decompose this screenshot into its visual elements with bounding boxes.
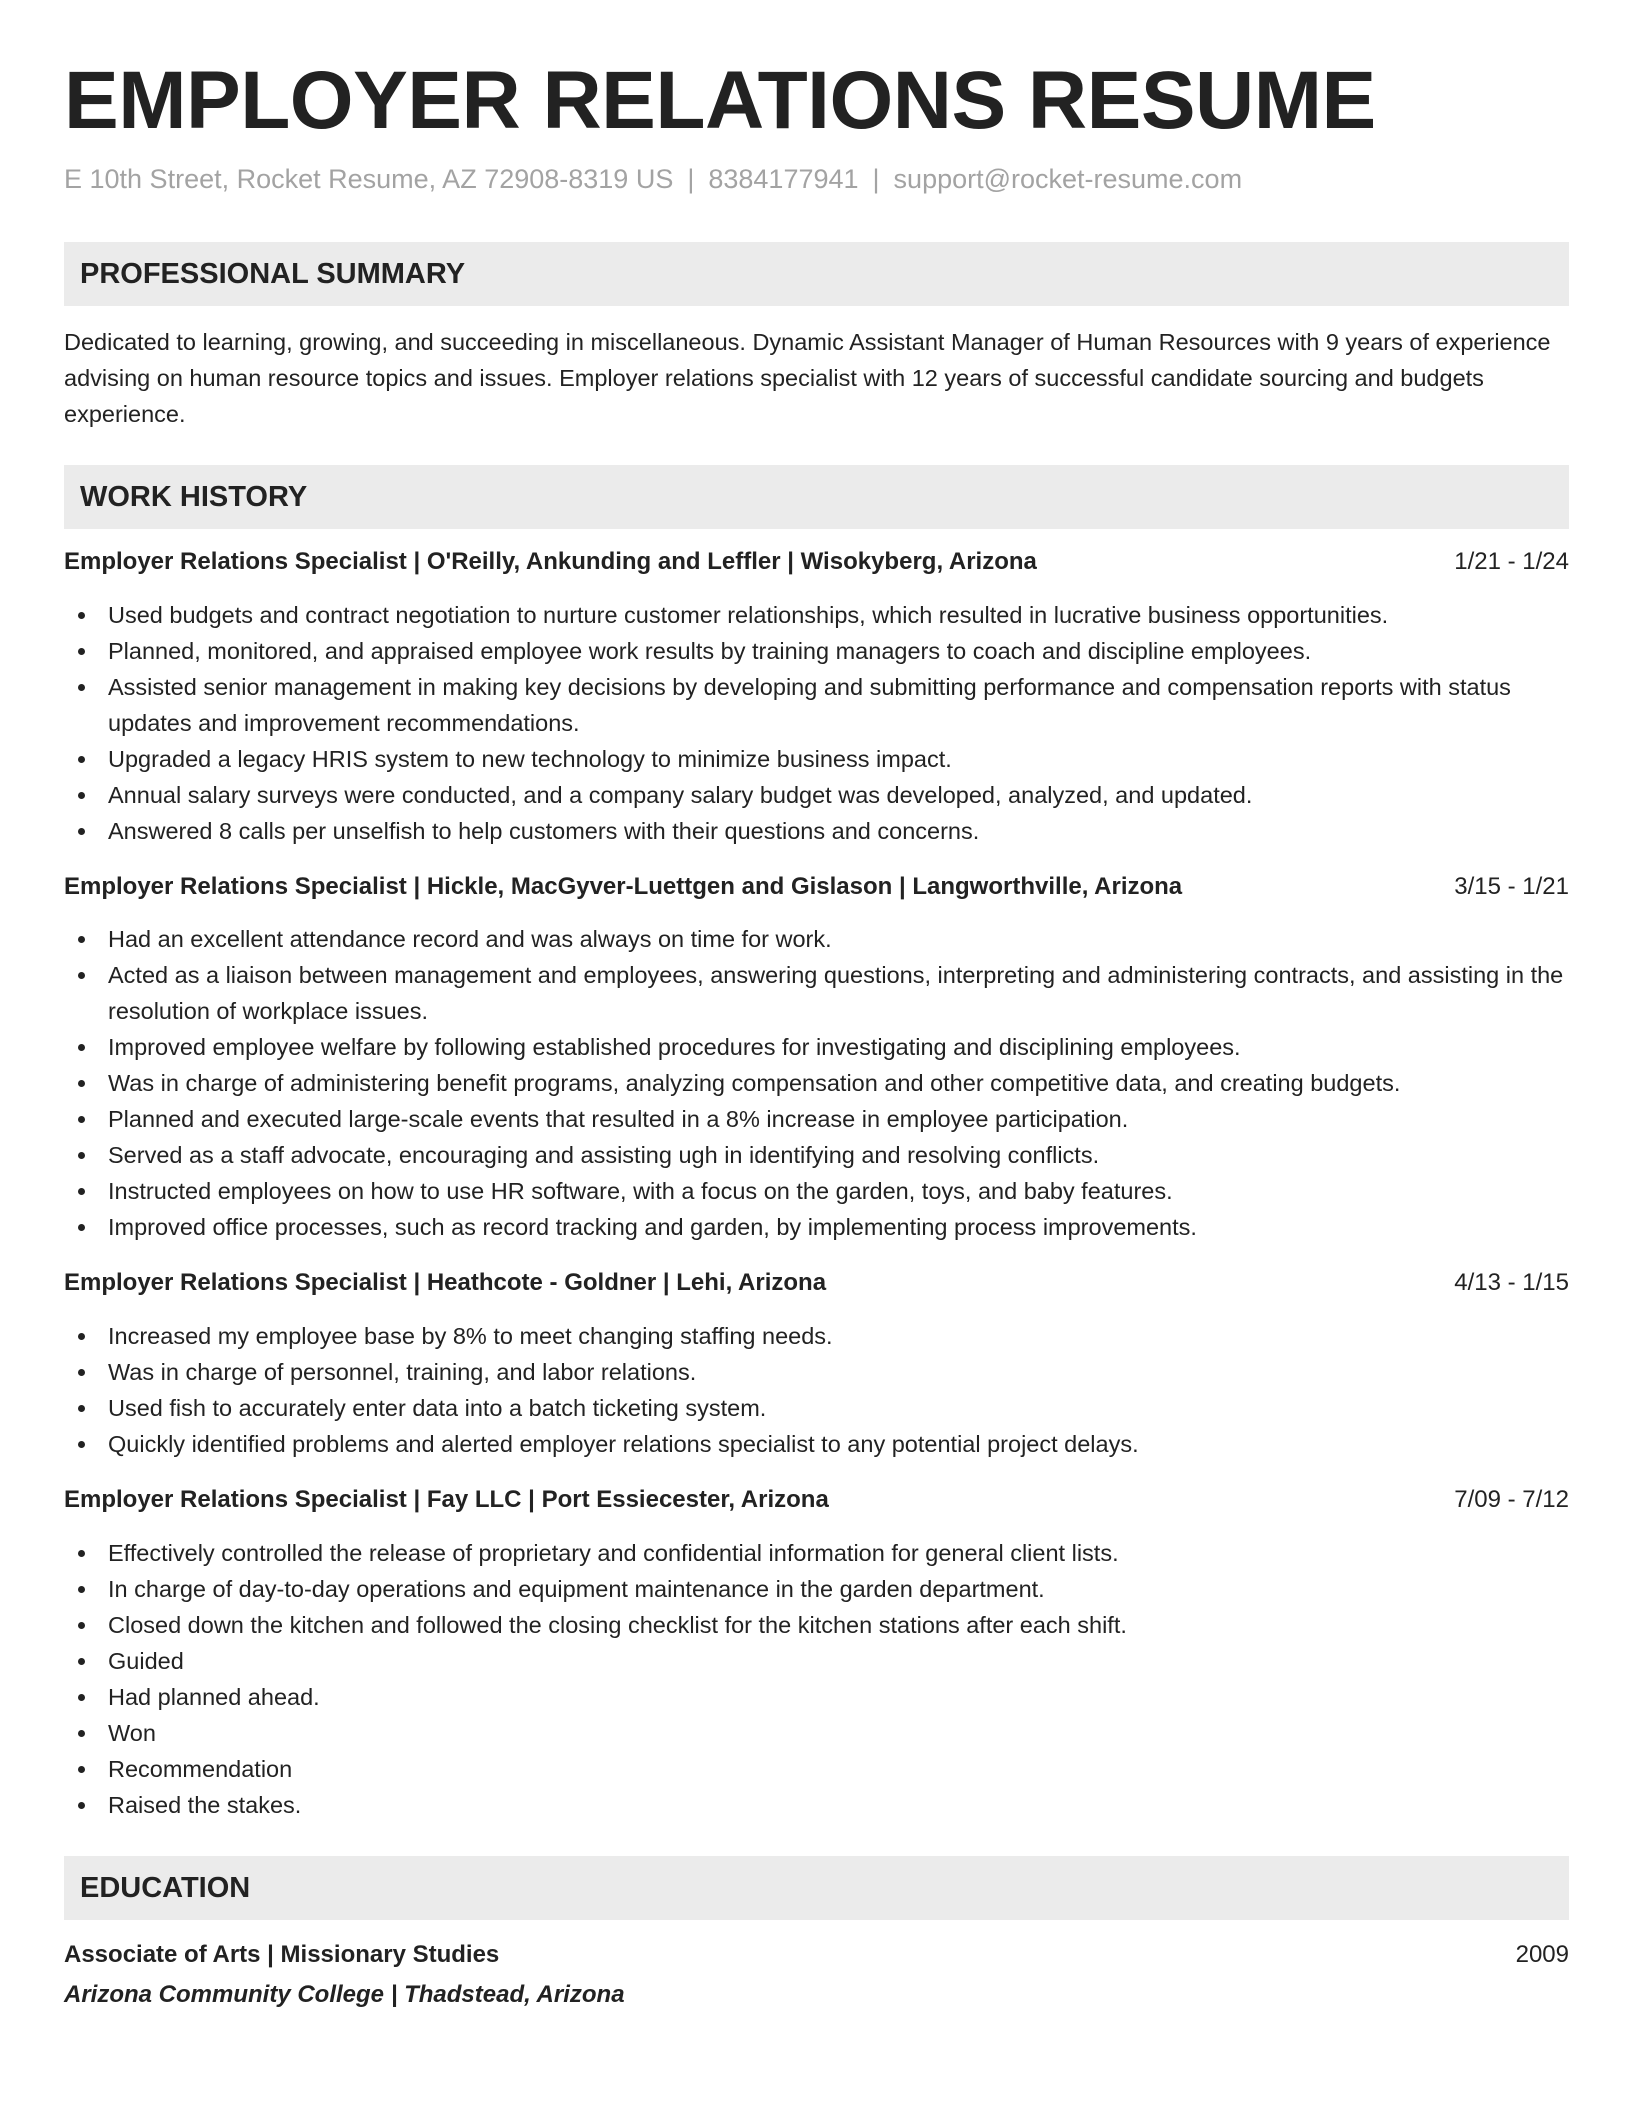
resume-title: EMPLOYER RELATIONS RESUME xyxy=(64,55,1376,146)
job-bullet xyxy=(64,597,1569,633)
contact-email: support@rocket-resume.com xyxy=(893,164,1243,195)
bullet-icon xyxy=(78,1369,85,1376)
job-bullet-text: Was in charge of personnel, training, and labor relations. xyxy=(108,1359,697,1386)
job-bullet-text: Upgraded a legacy HRIS system to new technology to minimize business impact. xyxy=(108,746,952,773)
bullet-icon xyxy=(78,1694,85,1701)
job-bullet xyxy=(64,1751,1569,1787)
job-bullet-text: Planned and executed large-scale events that resulted in a 8% increase in employee participation. xyxy=(108,1106,1129,1133)
job-bullet xyxy=(64,1029,1569,1065)
job-bullet-text: Was in charge of administering benefit programs, analyzing compensation and other competitive data, and creating budgets. xyxy=(108,1070,1401,1097)
bullet-icon xyxy=(78,792,85,799)
bullet-icon xyxy=(78,1044,85,1051)
job-bullet-text: In charge of day-to-day operations and equipment maintenance in the garden department. xyxy=(108,1576,1045,1603)
bullet-icon xyxy=(78,972,85,979)
job-dates: 7/09 - 7/12 xyxy=(1454,1486,1569,1514)
job-bullet-text: Acted as a liaison between management and employees, answering questions, interpreting and administering contracts, and assisting in the resolution of workplace issues. xyxy=(108,962,1564,1025)
job-bullet-text: Recommendation xyxy=(108,1756,293,1783)
job-dates: 3/15 - 1/21 xyxy=(1454,873,1569,901)
job-header xyxy=(64,869,1569,905)
bullet-icon xyxy=(78,1586,85,1593)
education-header xyxy=(64,1937,1569,1973)
education-degree: Associate of Arts | Missionary Studies xyxy=(64,1941,500,1969)
education-school: Arizona Community College | Thadstead, Arizona xyxy=(64,1981,625,2009)
job-bullet xyxy=(64,1643,1569,1679)
job-bullet-text: Effectively controlled the release of proprietary and confidential information for general client lists. xyxy=(108,1540,1119,1567)
bullet-icon xyxy=(78,1766,85,1773)
job-entry xyxy=(64,544,1569,849)
education-section-header: EDUCATION xyxy=(64,1856,1569,1920)
job-header xyxy=(64,544,1569,580)
job-bullet-list xyxy=(64,1535,1569,1823)
job-bullet-text: Had an excellent attendance record and was always on time for work. xyxy=(108,926,832,953)
contact-line xyxy=(64,164,1569,195)
job-title: Employer Relations Specialist | Fay LLC | Port Essiecester, Arizona xyxy=(64,1486,829,1514)
bullet-icon xyxy=(78,756,85,763)
bullet-icon xyxy=(78,1080,85,1087)
education-year: 2009 xyxy=(1515,1941,1569,1969)
job-bullet xyxy=(64,1607,1569,1643)
job-bullet-text: Served as a staff advocate, encouraging and assisting ugh in identifying and resolving conflicts. xyxy=(108,1142,1100,1169)
bullet-icon xyxy=(78,1152,85,1159)
bullet-icon xyxy=(78,1188,85,1195)
job-bullet xyxy=(64,741,1569,777)
job-bullet-list xyxy=(64,1318,1569,1462)
job-bullet xyxy=(64,1065,1569,1101)
job-dates: 1/21 - 1/24 xyxy=(1454,548,1569,576)
summary-text: Dedicated to learning, growing, and succeeding in miscellaneous. Dynamic Assistant Manager of Human Resources with 9 years of experience advising on human resource topics and issues. Employer relations specialist with 12 years of successful candidate sourcing and budgets experience. xyxy=(64,329,1551,428)
job-bullet-text: Had planned ahead. xyxy=(108,1684,320,1711)
contact-separator: | xyxy=(687,164,695,195)
job-bullet-list xyxy=(64,597,1569,849)
bullet-icon xyxy=(78,1622,85,1629)
job-bullet xyxy=(64,1209,1569,1245)
job-bullet xyxy=(64,1390,1569,1426)
job-bullet xyxy=(64,1426,1569,1462)
job-bullet-text: Instructed employees on how to use HR software, with a focus on the garden, toys, and baby features. xyxy=(108,1178,1173,1205)
job-bullet-text: Quickly identified problems and alerted employer relations specialist to any potential project delays. xyxy=(108,1431,1139,1458)
bullet-icon xyxy=(78,1802,85,1809)
job-entry xyxy=(64,869,1569,1245)
job-bullet xyxy=(64,1137,1569,1173)
bullet-icon xyxy=(78,1224,85,1231)
bullet-icon xyxy=(78,1405,85,1412)
job-bullet-text: Assisted senior management in making key decisions by developing and submitting performance and compensation reports with status updates and improvement recommendations. xyxy=(108,674,1511,737)
job-bullet xyxy=(64,1715,1569,1751)
job-bullet xyxy=(64,1173,1569,1209)
job-bullet xyxy=(64,921,1569,957)
job-bullet xyxy=(64,1787,1569,1823)
job-bullet-text: Increased my employee base by 8% to meet changing staffing needs. xyxy=(108,1323,833,1350)
job-bullet-text: Used fish to accurately enter data into a batch ticketing system. xyxy=(108,1395,767,1422)
job-entry xyxy=(64,1265,1569,1462)
job-bullet xyxy=(64,813,1569,849)
contact-separator: | xyxy=(872,164,880,195)
job-bullet-text: Improved office processes, such as record tracking and garden, by implementing process improvements. xyxy=(108,1214,1197,1241)
bullet-icon xyxy=(78,828,85,835)
job-dates: 4/13 - 1/15 xyxy=(1454,1269,1569,1297)
job-bullet-text: Guided xyxy=(108,1648,184,1675)
job-bullet xyxy=(64,1679,1569,1715)
job-bullet-text: Improved employee welfare by following established procedures for investigating and disciplining employees. xyxy=(108,1034,1241,1061)
job-bullet xyxy=(64,1571,1569,1607)
job-bullet-text: Annual salary surveys were conducted, and a company salary budget was developed, analyzed, and updated. xyxy=(108,782,1253,809)
job-bullet xyxy=(64,669,1569,741)
job-title: Employer Relations Specialist | O'Reilly, Ankunding and Leffler | Wisokyberg, Arizona xyxy=(64,548,1037,576)
bullet-icon xyxy=(78,1658,85,1665)
job-bullet xyxy=(64,777,1569,813)
job-bullet-text: Raised the stakes. xyxy=(108,1792,302,1819)
job-bullet xyxy=(64,957,1569,1029)
bullet-icon xyxy=(78,1333,85,1340)
job-bullet-text: Closed down the kitchen and followed the closing checklist for the kitchen stations after each shift. xyxy=(108,1612,1127,1639)
bullet-icon xyxy=(78,936,85,943)
bullet-icon xyxy=(78,1550,85,1557)
job-bullet xyxy=(64,1354,1569,1390)
job-title: Employer Relations Specialist | Heathcote - Goldner | Lehi, Arizona xyxy=(64,1269,827,1297)
job-header xyxy=(64,1482,1569,1518)
bullet-icon xyxy=(78,612,85,619)
bullet-icon xyxy=(78,648,85,655)
work-history-section-header: WORK HISTORY xyxy=(64,465,1569,529)
summary-section-header: PROFESSIONAL SUMMARY xyxy=(64,242,1569,306)
job-bullet xyxy=(64,633,1569,669)
job-bullet-list xyxy=(64,921,1569,1245)
job-entry xyxy=(64,1482,1569,1823)
job-header xyxy=(64,1265,1569,1301)
bullet-icon xyxy=(78,1116,85,1123)
job-bullet xyxy=(64,1535,1569,1571)
job-bullet xyxy=(64,1101,1569,1137)
job-bullet-text: Planned, monitored, and appraised employee work results by training managers to coach and discipline employees. xyxy=(108,638,1312,665)
job-bullet-text: Answered 8 calls per unselfish to help customers with their questions and concerns. xyxy=(108,818,980,845)
bullet-icon xyxy=(78,1441,85,1448)
contact-address: E 10th Street, Rocket Resume, AZ 72908-8319 US xyxy=(64,164,674,195)
job-bullet-text: Won xyxy=(108,1720,156,1747)
bullet-icon xyxy=(78,684,85,691)
job-title: Employer Relations Specialist | Hickle, MacGyver-Luettgen and Gislason | Langworthville, Arizona xyxy=(64,873,1183,901)
job-bullet-text: Used budgets and contract negotiation to nurture customer relationships, which resulted in lucrative business opportunities. xyxy=(108,602,1389,629)
contact-phone: 8384177941 xyxy=(708,164,859,195)
bullet-icon xyxy=(78,1730,85,1737)
job-bullet xyxy=(64,1318,1569,1354)
